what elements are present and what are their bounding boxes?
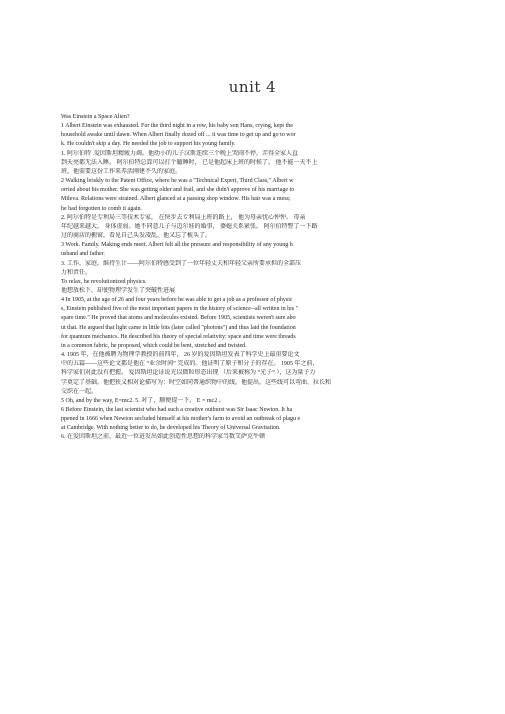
text-line: 力和责任。 [61,269,92,276]
text-line: s, Einstein published five of the most important papers in the history of science--all written in his " [61,306,299,313]
text-line: 5 Oh, and by the way, E=mc2. 5. 对了，顺便提一下， E = mc2 。 [61,397,225,404]
text-line: 过的商店的橱窗，看见自己头发凌乱，他又忘了梳头了。 [61,233,212,240]
text-line: 交织在一起。 [61,388,98,395]
text-line: household awake until dawn. When Albert finally dozed off ... it was time to get up and go to wor [61,132,296,139]
text-line: 他想放松下，却使物理学发生了突破性进展 [61,287,176,294]
text-line: ut that. He argued that light came in little bits (later called "photons") and thus laid the foundation [61,324,296,331]
text-line: 2. 阿尔伯特是专利局三等技术专家， 在快步去专利局上班的路上， 他为母亲忧心忡忡。 母亲 [61,214,306,221]
text-line: 学奠定了基础。他把狭义相对论描写为：时空如同普通织物中的线，他提出，这些线可以弯曲、拉长和 [61,379,332,386]
text-line: k. He couldn't skip a day. He needed the job to support his young family. [61,141,236,148]
text-line: 班，他需要这份工作来养活刚建不久的家庭。 [61,168,182,175]
text-line: To relax, he revolutionized physics. [61,278,147,285]
text-line: 1 Albert Einstein was exhausted. For the third night in a row, his baby son Hans, crying, kept the [61,123,293,130]
text-line: spare time." He proved that atoms and molecules existed. Before 1905, scientists weren't sure abo [61,315,296,322]
document-body [61,113,444,443]
text-line: 4. 1905 年，在他被聘为物理学教授的前四年， 26 岁的爱因斯坦发表了科学史上最重要论文 [61,352,300,359]
text-line: 1. 阿尔伯特 .爱因斯坦精疲力竭。他幼小的儿子汉斯连续三个晚上哭闹不停，弄得全家人直 [61,150,299,157]
text-line: Was Einstein a Space Alien? [61,114,130,120]
text-line: ppened in 1666 when Newton secluded himself at his mother's farm to avoid an outbreak of plagu e [61,416,301,423]
text-line: he had forgotten to comb it again. [61,205,143,212]
text-line: 6. 在爱因斯坦之前，最近一位迸发出如此创造性思想的科学家当数艾萨克牛顿 [61,434,266,441]
text-line: usband and father. [61,251,105,258]
text-line: 3. 工作，家庭，维持生计——阿尔伯特感受到了一位年轻丈夫和年轻父亲所要承担的全部压 [61,260,302,267]
text-line: 中的五篇——这些论文都是他在 “业余时间” 完成的。他证明了原子和分子的存在。 1905 年之前， [61,361,319,368]
text-line: 科学家们对此没有把握。 爱因斯坦论证说光以微粒形态出现 （后来被称为 “光子” ），这为量子力 [61,370,316,377]
page-title: unit 4 [228,78,277,96]
text-line: 年纪越来越大， 身体虚弱。她不同意儿子与迈尔娃的婚事， 婆媳关系紧张。 阿尔伯特瞥了一下路 [61,223,318,230]
text-line: 到天亮都无法入睡。 阿尔伯特总算可以打个瞌睡时， 已是他起床上班的时候了。 他不能一天不上 [61,159,318,166]
text-line: 4 In 1905, at the age of 26 and four years before he was able to get a job as a professor of physic [61,297,293,304]
text-line: in a common fabric, he proposed, which could be bent, stretched and twisted. [61,342,247,349]
text-line: 2 Walking briskly to the Patent Office, where he was a "Technical Expert, Third Class," Albert w [61,178,294,185]
text-line: 3 Work. Family. Making ends meet. Albert felt all the pressure and responsibility of any young h [61,242,293,249]
text-line: Mileva. Relations were strained. Albert glanced at a passing shop window. His hair was a mess; [61,196,291,203]
text-line: at Cambridge. With nothing better to do, he developed his Theory of Universal Gravitation. [61,425,281,432]
text-line: for quantum mechanics. He described his theory of special relativity: space and time were threads [61,333,296,340]
text-line: orried about his mother. She was getting older and frail, and she didn't approve of his marriage to [61,187,295,194]
text-line: 6 Before Einstein, the last scientist who had such a creative outburst was Sir Isaac Newton. It ha [61,407,293,413]
